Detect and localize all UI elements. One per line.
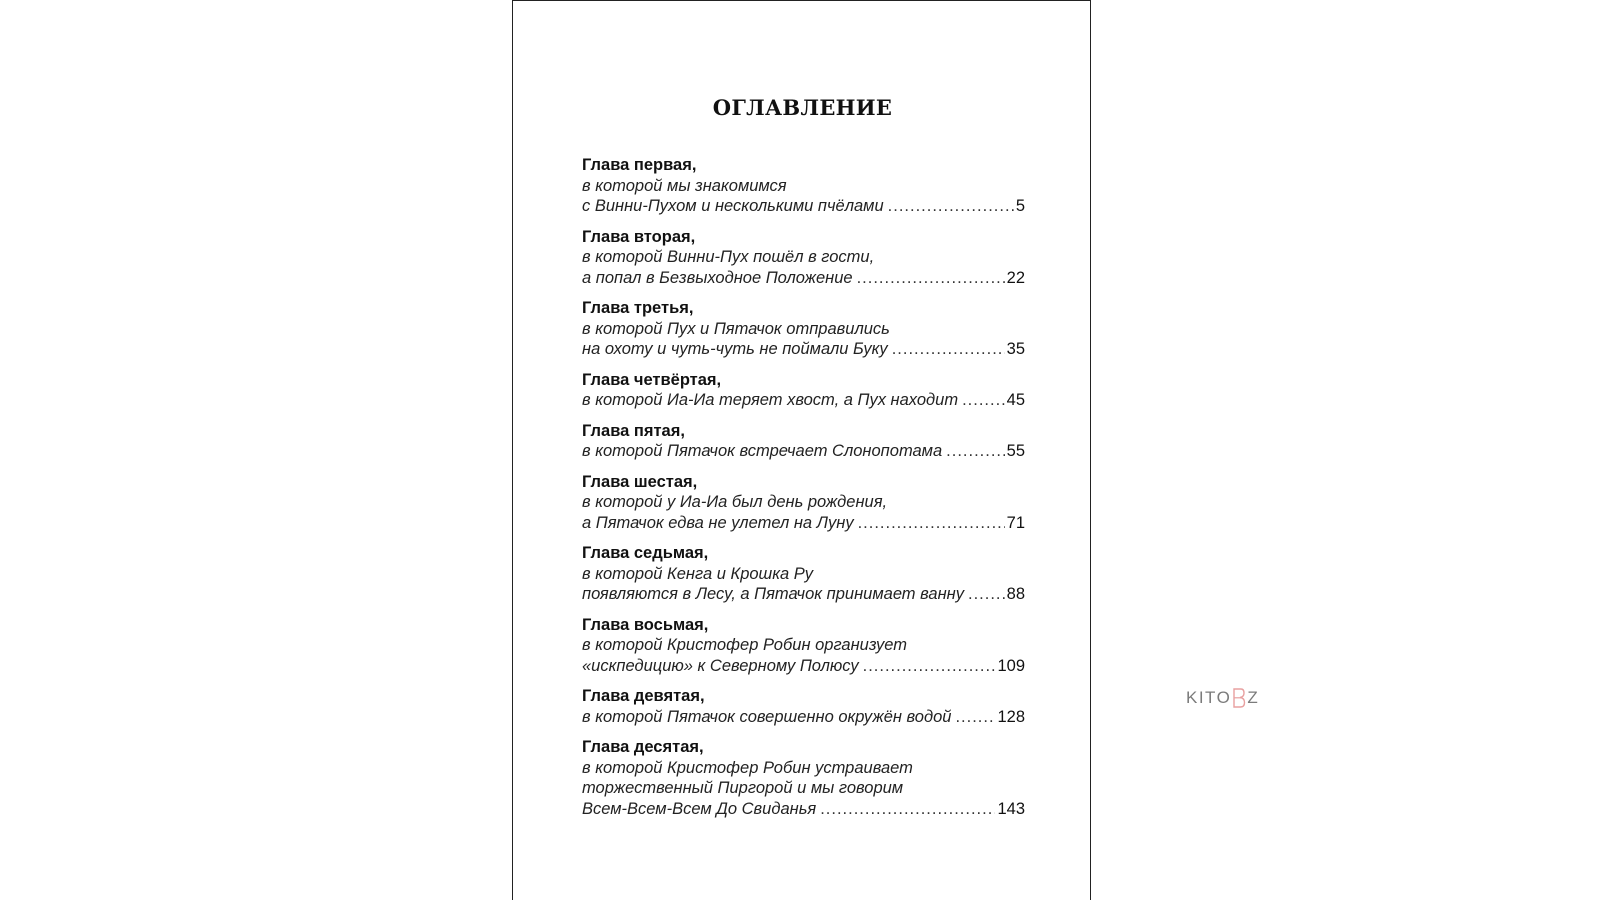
page-title: ОГЛАВЛЕНИЕ <box>712 95 893 120</box>
chapter-description-final-line <box>582 390 1025 411</box>
chapter-description-line: в которой мы знакомимся <box>582 176 787 195</box>
toc-entry <box>582 370 1025 411</box>
chapter-description-final-line <box>582 513 1025 534</box>
dot-leader <box>820 799 995 820</box>
page-number: 22 <box>1006 268 1025 287</box>
chapter-heading: Глава восьмая, <box>582 615 709 634</box>
toc-entry <box>582 737 1025 819</box>
table-of-contents <box>582 155 1025 829</box>
chapter-description-text: в которой Пятачок встречает Слонопотама <box>582 442 943 460</box>
chapter-heading: Глава третья, <box>582 299 694 317</box>
chapter-description-text: Всем-Всем-Всем До Свиданья <box>582 799 817 818</box>
dot-leader <box>863 656 996 677</box>
chapter-description-line: в которой Кристофер Робин организует <box>582 636 907 654</box>
chapter-description-text: на охоту и чуть-чуть не поймали Буку <box>582 340 888 358</box>
chapter-heading: Глава седьмая, <box>582 544 709 562</box>
chapter-description-line: в которой у Иа-Иа был день рождения, <box>582 493 888 511</box>
chapter-description-text: появляются в Лесу, а Пятачок принимает ванну <box>582 585 964 603</box>
toc-entry <box>582 155 1025 217</box>
chapter-description-final-line <box>582 707 1025 728</box>
chapter-heading: Глава четвёртая, <box>582 370 722 389</box>
page-number: 109 <box>997 656 1025 675</box>
chapter-description-final-line <box>582 441 1025 462</box>
book-page <box>512 0 1091 900</box>
chapter-description-text: а Пятачок едва не улетел на Луну <box>582 513 854 532</box>
chapter-description-final-line <box>582 799 1025 820</box>
dot-leader <box>858 513 1005 534</box>
page-number: 45 <box>1006 391 1025 409</box>
toc-entry <box>582 421 1025 462</box>
dot-leader <box>946 441 1004 462</box>
page-number: 71 <box>1006 513 1025 532</box>
page-number: 88 <box>1006 585 1025 603</box>
chapter-description-text: с Винни-Пухом и несколькими пчёлами <box>582 197 884 215</box>
page-number: 55 <box>1006 442 1025 460</box>
chapter-description-line: в которой Кристофер Робин устраивает <box>582 758 913 777</box>
toc-entry <box>582 227 1025 289</box>
toc-entry <box>582 686 1025 727</box>
chapter-description-final-line <box>582 339 1025 360</box>
chapter-heading: Глава пятая, <box>582 421 685 440</box>
toc-entry <box>582 472 1025 534</box>
chapter-description-text: в которой Пятачок совершенно окружён водой <box>582 707 952 726</box>
chapter-description-text: в которой Иа-Иа теряет хвост, а Пух находит <box>582 391 959 409</box>
chapter-description-final-line <box>582 656 1025 677</box>
chapter-description-line: в которой Кенга и Крошка Ру <box>582 564 814 583</box>
watermark-suffix: Z <box>1247 688 1260 707</box>
chapter-description-final-line <box>582 196 1025 217</box>
dot-leader <box>962 390 1005 411</box>
dot-leader <box>955 707 995 728</box>
chapter-heading: Глава шестая, <box>582 472 698 491</box>
page-number: 5 <box>1015 197 1025 215</box>
page-number: 128 <box>997 707 1025 726</box>
page-number: 35 <box>1006 340 1025 358</box>
dot-leader <box>888 196 1014 217</box>
chapter-heading: Глава десятая, <box>582 738 704 756</box>
chapter-description-line: торжественный Пиргорой и мы говорим <box>582 779 904 797</box>
chapter-heading: Глава вторая, <box>582 227 696 246</box>
watermark-logo <box>1186 688 1259 708</box>
toc-entry <box>582 615 1025 677</box>
chapter-description-line: в которой Винни-Пух пошёл в гости, <box>582 248 875 266</box>
page-number: 143 <box>997 799 1025 818</box>
chapter-description-text: а попал в Безвыходное Положение <box>582 268 853 287</box>
toc-entry <box>582 298 1025 360</box>
dot-leader <box>968 584 1005 605</box>
b-letter-logo-icon <box>1232 688 1246 708</box>
dot-leader <box>857 268 1005 289</box>
toc-entry <box>582 543 1025 605</box>
chapter-heading: Глава девятая, <box>582 687 705 705</box>
chapter-description-final-line <box>582 268 1025 289</box>
dot-leader <box>892 339 1005 360</box>
chapter-description-line: в которой Пух и Пятачок отправились <box>582 319 890 338</box>
chapter-heading: Глава первая, <box>582 156 697 174</box>
chapter-description-final-line <box>582 584 1025 605</box>
watermark-prefix: KITO <box>1186 688 1232 707</box>
chapter-description-text: «искпедицию» к Северному Полюсу <box>582 656 859 675</box>
